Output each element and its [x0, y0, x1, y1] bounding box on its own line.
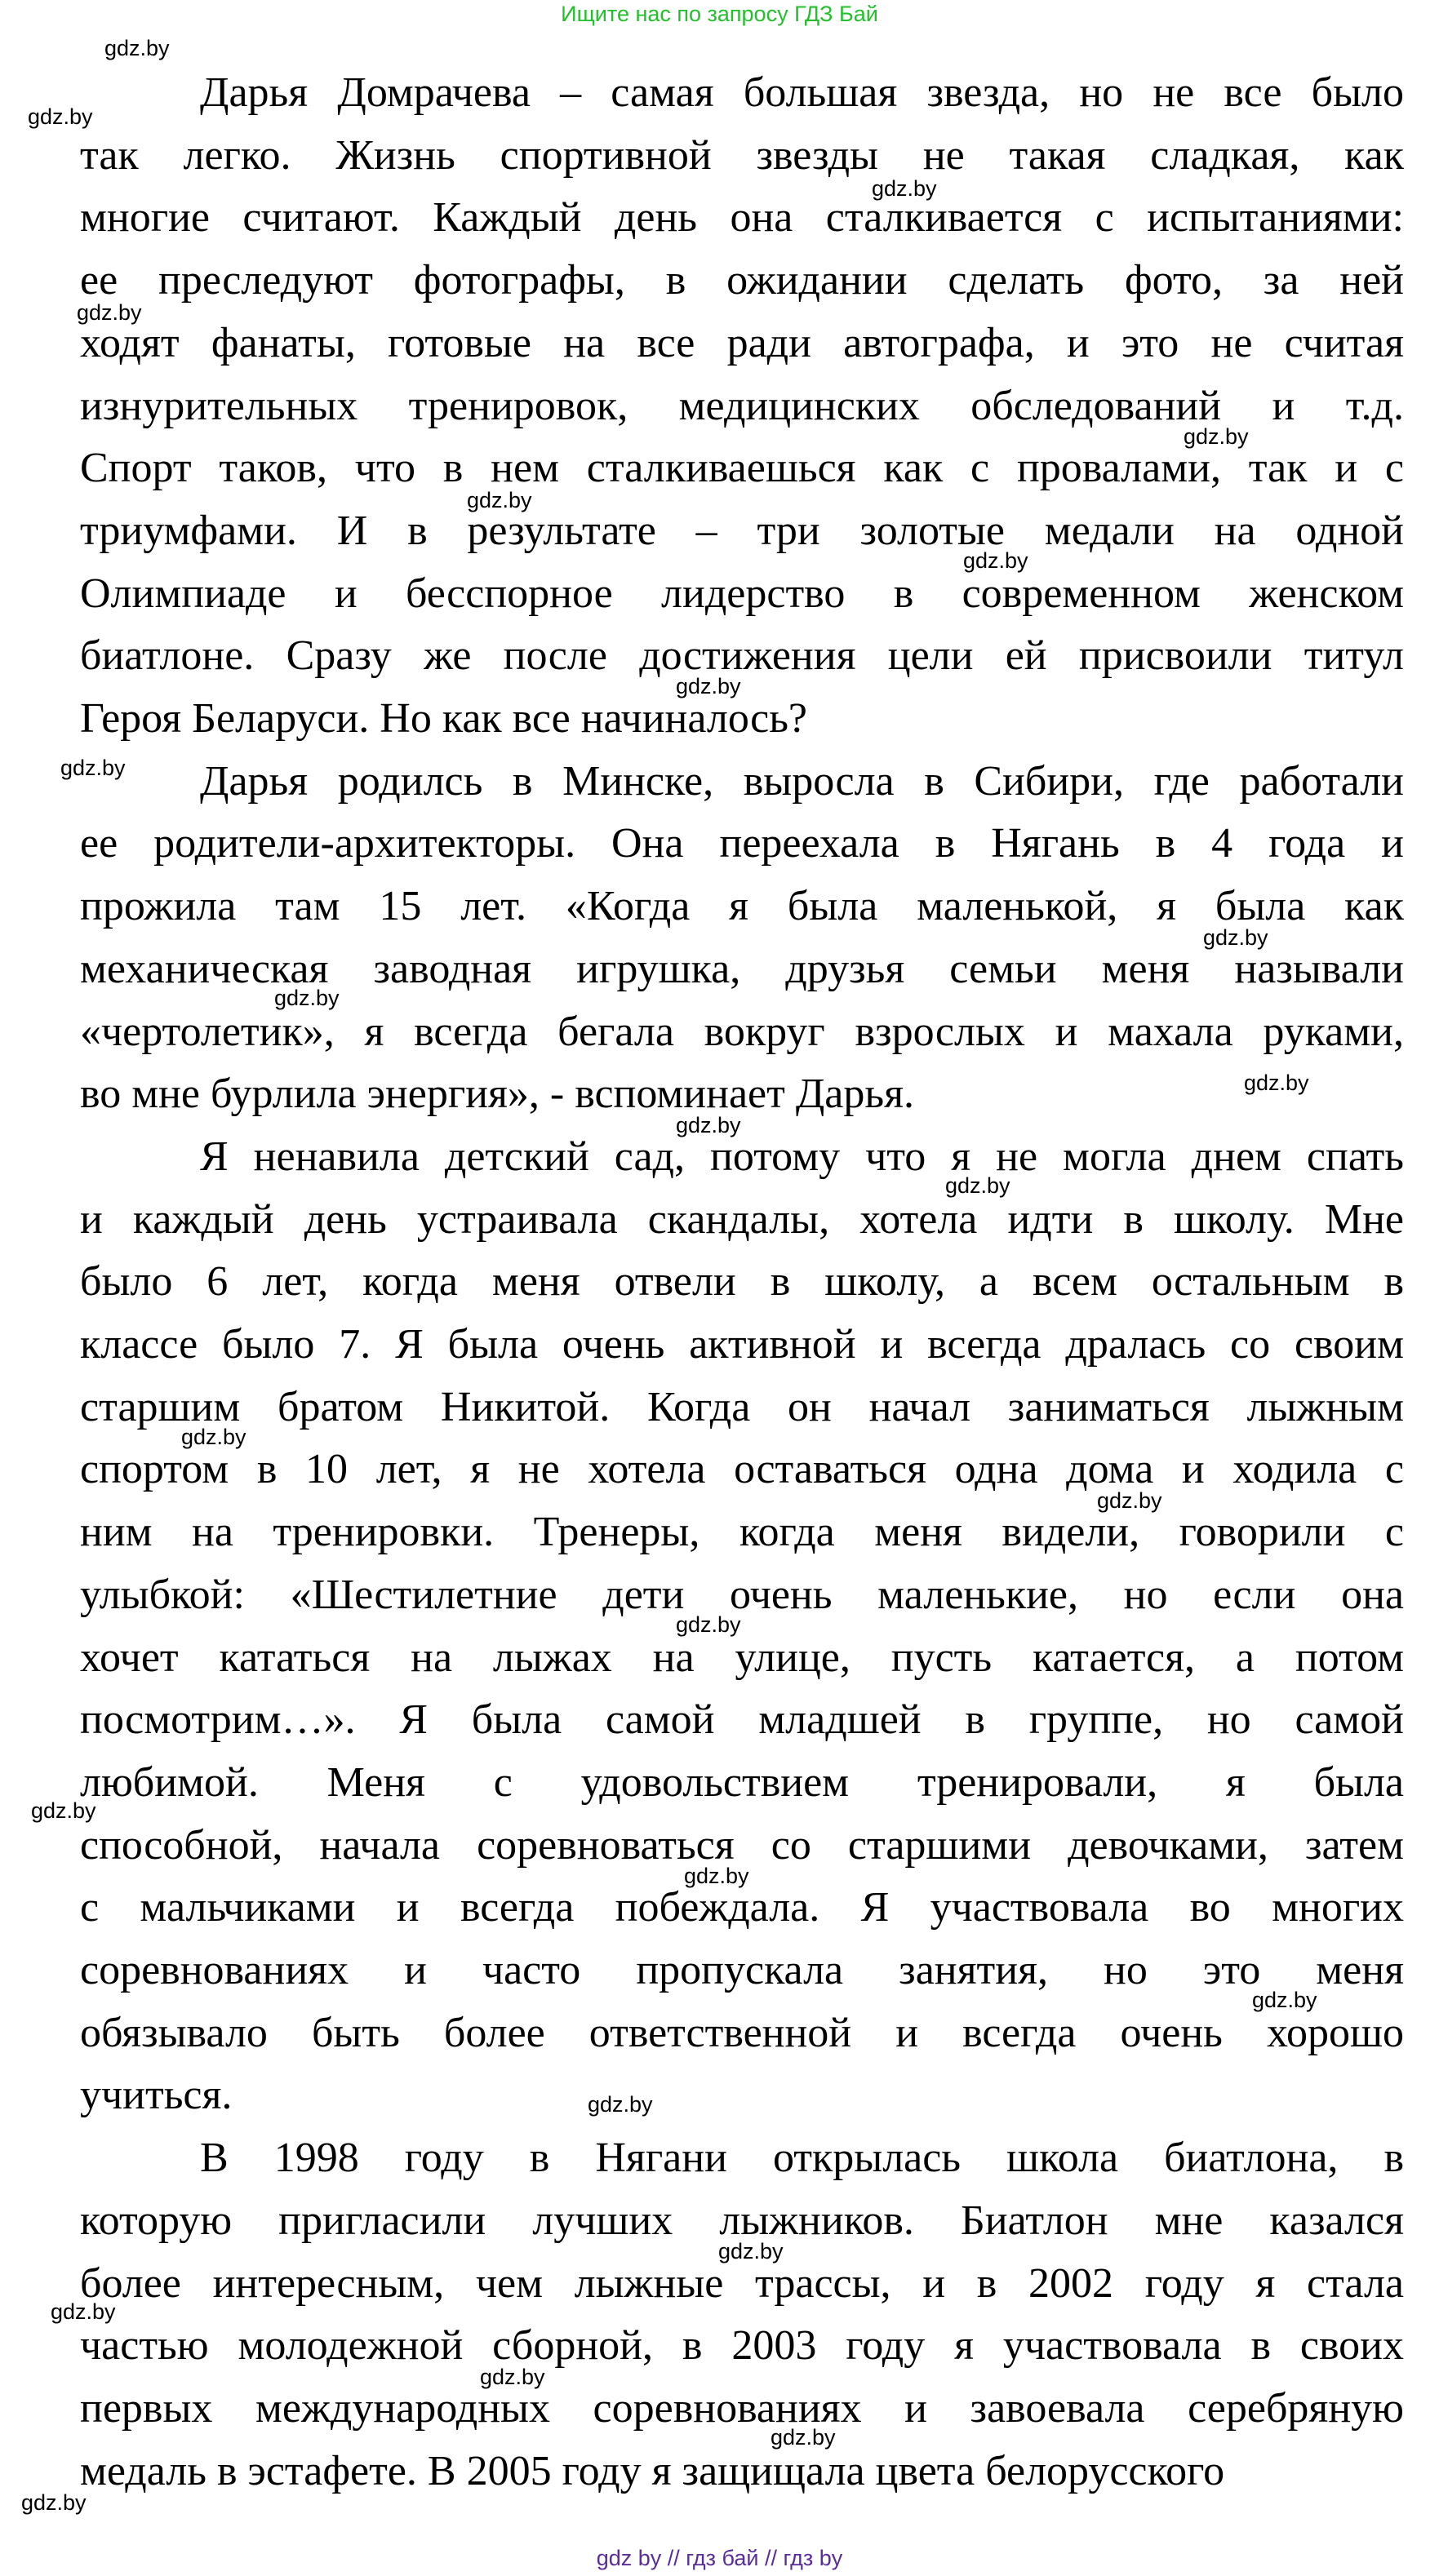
gdz-watermark: gdz.by [28, 104, 93, 129]
paragraph-3-line: и каждый день устраивала скандалы, хотела идти в школу. Мне [80, 1196, 1404, 1243]
paragraph-2-line: ее родители-архитекторы. Она переехала в Нягань в 4 года и [80, 820, 1404, 867]
paragraph-1-line: многие считают. Каждый день она сталкивается с испытаниями: [80, 194, 1404, 241]
paragraph-4-line: частью молодежной сборной, в 2003 году я участвовала в своих [80, 2322, 1404, 2369]
paragraph-3-line: соревнованиях и часто пропускала занятия, но это меня [80, 1947, 1404, 1993]
paragraph-2-line: механическая заводная игрушка, друзья семьи меня называли [80, 946, 1404, 992]
paragraph-2-line: «чертолетик», я всегда бегала вокруг взрослых и махала руками, [80, 1009, 1404, 1055]
gdz-watermark: gdz.by [467, 488, 532, 512]
paragraph-3-line: с мальчиками и всегда побеждала. Я участвовала во многих [80, 1884, 1404, 1931]
paragraph-3-line: улыбкой: «Шестилетние дети очень маленькие, но если она [80, 1572, 1404, 1618]
paragraph-2-line: во мне бурлила энергия», - вспоминает Дарья. [80, 1071, 915, 1117]
paragraph-1-line: биатлоне. Сразу же после достижения цели ей присвоили титул [80, 632, 1404, 679]
gdz-watermark: gdz.by [963, 548, 1028, 573]
gdz-watermark: gdz.by [872, 176, 937, 201]
paragraph-3-line: Я ненавила детский сад, потому что я не могла днем спать [200, 1133, 1404, 1180]
gdz-watermark: gdz.by [588, 2092, 653, 2117]
paragraph-3-line: спортом в 10 лет, я не хотела оставаться одна дома и ходила с [80, 1446, 1404, 1492]
paragraph-1-line: Спорт таков, что в нем сталкиваешься как с провалами, так и с [80, 445, 1404, 491]
paragraph-3-line: ним на тренировки. Тренеры, когда меня видели, говорили с [80, 1509, 1404, 1555]
gdz-watermark: gdz.by [51, 2299, 116, 2324]
paragraph-1-line: изнурительных тренировок, медицинских обследований и т.д. [80, 383, 1404, 429]
gdz-watermark: gdz.by [676, 674, 741, 698]
gdz-watermark: gdz.by [31, 1798, 96, 1823]
gdz-watermark: gdz.by [480, 2365, 545, 2389]
gdz-watermark: gdz.by [771, 2425, 836, 2450]
gdz-watermark: gdz.by [60, 756, 126, 780]
paragraph-4-line: первых международных соревнованиях и завоевала серебряную [80, 2385, 1404, 2432]
paragraph-3-line: любимой. Меня с удовольствием тренировали, я была [80, 1759, 1404, 1806]
gdz-watermark: gdz.by [1252, 1988, 1317, 2012]
gdz-watermark: gdz.by [21, 2490, 87, 2515]
paragraph-3-line: посмотрим…». Я была самой младшей в группе, но самой [80, 1696, 1404, 1743]
paragraph-4-line: медаль в эстафете. В 2005 году я защищала цвета белорусского [80, 2448, 1225, 2494]
paragraph-2-line: прожила там 15 лет. «Когда я была маленькой, я была как [80, 883, 1404, 929]
paragraph-3-line: классе было 7. Я была очень активной и всегда дралась со своим [80, 1321, 1404, 1368]
gdz-watermark: gdz.by [274, 986, 340, 1010]
paragraph-3-line: хочет кататься на лыжах на улице, пусть катается, а потом [80, 1634, 1404, 1681]
gdz-watermark: gdz.by [1203, 925, 1268, 950]
paragraph-2-line: Дарья родилсь в Минске, выросла в Сибири, где работали [200, 758, 1404, 805]
gdz-watermark: gdz.by [718, 2239, 784, 2263]
footer-watermark-banner: gdz by // гдз бай // гдз by [596, 2546, 843, 2570]
header-search-banner: Ищите нас по запросу ГДЗ Бай [561, 2, 878, 26]
paragraph-3-line: способной, начала соревноваться со старшими девочками, затем [80, 1822, 1404, 1869]
paragraph-4-line: В 1998 году в Нягани открылась школа биатлона, в [200, 2135, 1404, 2181]
gdz-watermark: gdz.by [77, 300, 142, 325]
paragraph-3-line: старшим братом Никитой. Когда он начал заниматься лыжным [80, 1384, 1404, 1430]
gdz-watermark: gdz.by [1184, 424, 1249, 449]
paragraph-1-line: ходят фанаты, готовые на все ради автографа, и это не считая [80, 320, 1404, 366]
paragraph-1-line: Дарья Домрачева – самая большая звезда, но не все было [200, 69, 1404, 116]
paragraph-1-line: так легко. Жизнь спортивной звезды не такая сладкая, как [80, 132, 1404, 179]
gdz-watermark: gdz.by [684, 1864, 749, 1888]
paragraph-1-line: ее преследуют фотографы, в ожидании сделать фото, за ней [80, 257, 1404, 304]
gdz-watermark: gdz.by [676, 1612, 741, 1637]
paragraph-1-line: триумфами. И в результате – три золотые медали на одной [80, 508, 1404, 554]
gdz-watermark: gdz.by [1097, 1488, 1162, 1513]
paragraph-1-line: Олимпиаде и бесспорное лидерство в современном женском [80, 570, 1404, 617]
gdz-watermark: gdz.by [676, 1113, 741, 1137]
paragraph-3-line: было 6 лет, когда меня отвели в школу, а всем остальным в [80, 1258, 1404, 1305]
gdz-watermark: gdz.by [104, 36, 170, 60]
gdz-watermark: gdz.by [945, 1173, 1010, 1198]
gdz-watermark: gdz.by [181, 1425, 246, 1449]
gdz-watermark: gdz.by [1244, 1071, 1309, 1095]
paragraph-3-line: обязывало быть более ответственной и всегда очень хорошо [80, 2010, 1404, 2056]
paragraph-3-line: учиться. [80, 2072, 233, 2118]
paragraph-1-line: Героя Беларуси. Но как все начиналось? [80, 695, 808, 742]
paragraph-4-line: более интересным, чем лыжные трассы, и в 2002 году я стала [80, 2260, 1404, 2307]
paragraph-4-line: которую пригласили лучших лыжников. Биатлон мне казался [80, 2197, 1404, 2244]
